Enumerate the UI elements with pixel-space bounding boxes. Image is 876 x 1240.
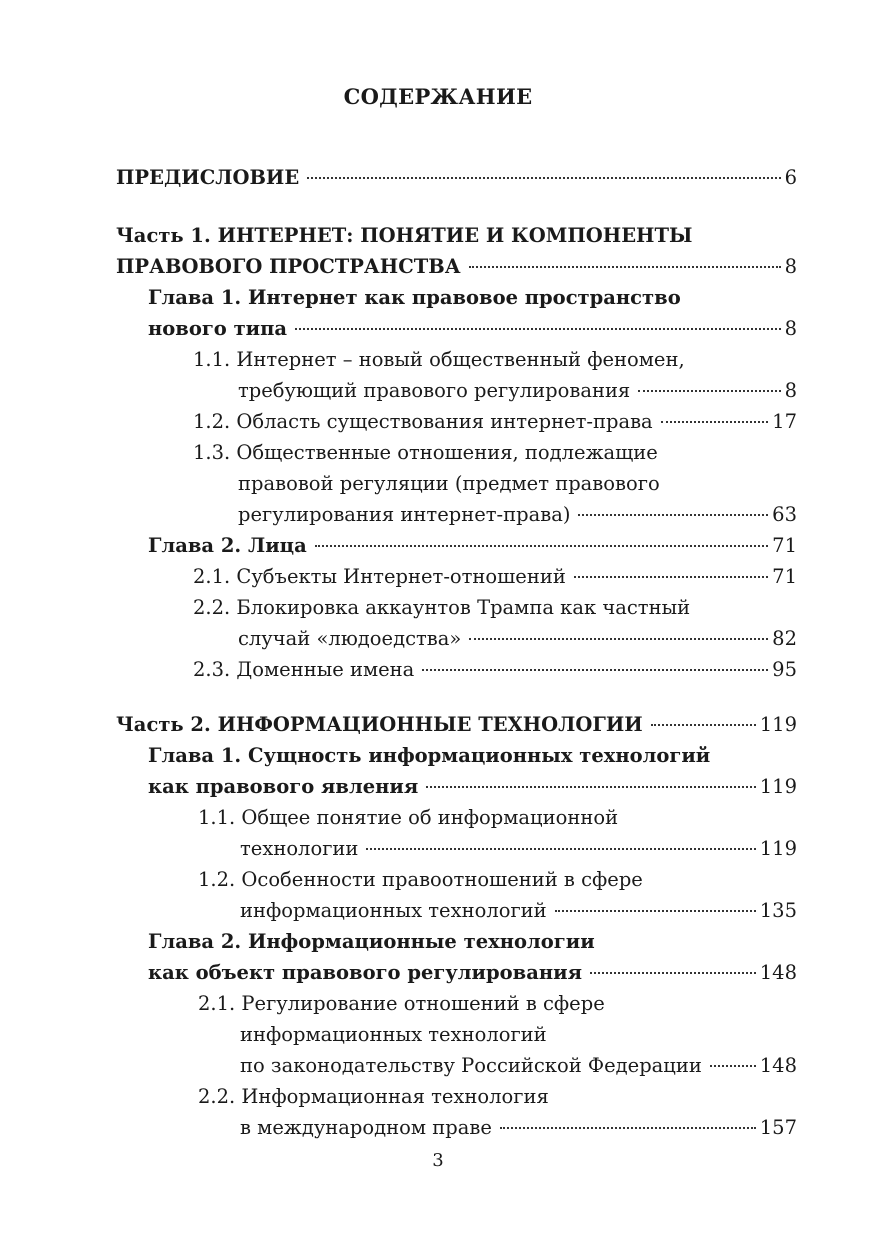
page-title: СОДЕРЖАНИЕ xyxy=(343,84,533,109)
dot-leader xyxy=(590,972,756,974)
toc-entry-label: 2.3. Доменные имена xyxy=(193,658,415,681)
dot-leader xyxy=(295,328,781,330)
toc-entry-label: нового типа xyxy=(148,317,288,340)
toc-entry-label: ПРЕДИСЛОВИЕ xyxy=(116,166,300,189)
dot-leader xyxy=(422,669,768,671)
toc-page-number: 148 xyxy=(759,1054,797,1077)
toc-entry-p1-2-1[interactable] xyxy=(193,561,797,592)
toc-page-number: 71 xyxy=(772,534,797,557)
toc-page-number: 148 xyxy=(759,961,797,984)
dot-leader xyxy=(661,421,768,423)
dot-leader xyxy=(366,848,755,850)
toc-entry-p1-ch2[interactable] xyxy=(148,530,797,561)
toc-chapter-heading[interactable]: Глава 2. Информационные технологии xyxy=(148,930,595,953)
toc-section-heading[interactable]: 1.3. Общественные отношения, подлежащие xyxy=(193,441,658,464)
dot-leader xyxy=(651,724,756,726)
dot-leader xyxy=(574,576,768,578)
toc-entry-p2-ch1[interactable] xyxy=(148,771,797,802)
toc-chapter-heading[interactable]: Глава 1. Интернет как правовое пространство xyxy=(148,286,681,309)
toc-entry-p2-2-1[interactable] xyxy=(240,1050,797,1081)
dot-leader xyxy=(426,786,756,788)
toc-page-number: 63 xyxy=(772,503,797,526)
toc-entry-p1-1-2[interactable] xyxy=(193,406,797,437)
toc-entry-label: как правового явления xyxy=(148,775,419,798)
toc-page-number: 95 xyxy=(772,658,797,681)
toc-entry-label: случай «людоедства» xyxy=(238,627,462,650)
toc-entry-label: как объект правового регулирования xyxy=(148,961,582,984)
toc-page-number: 6 xyxy=(784,166,797,189)
toc-entry-part1[interactable] xyxy=(116,251,797,282)
toc-page-number: 17 xyxy=(772,410,797,433)
dot-leader xyxy=(638,390,780,392)
dot-leader xyxy=(500,1127,756,1129)
dot-leader xyxy=(469,266,781,268)
page-number: 3 xyxy=(432,1150,444,1171)
toc-section-continuation: правовой регуляции (предмет правового xyxy=(238,472,660,495)
toc-page-number: 119 xyxy=(759,775,797,798)
toc-section-heading[interactable]: 2.2. Информационная технология xyxy=(198,1085,549,1108)
toc-page-number: 157 xyxy=(759,1116,797,1139)
toc-page-number: 119 xyxy=(759,837,797,860)
toc-section-heading[interactable]: 1.1. Интернет – новый общественный феномен, xyxy=(193,348,685,371)
toc-entry-label: 2.1. Субъекты Интернет-отношений xyxy=(193,565,566,588)
toc-page-number: 135 xyxy=(759,899,797,922)
toc-page-number: 8 xyxy=(784,255,797,278)
toc-entry-label: информационных технологий xyxy=(240,899,547,922)
toc-section-heading[interactable]: 2.2. Блокировка аккаунтов Трампа как частный xyxy=(193,596,691,619)
toc-entry-label: регулирования интернет-права) xyxy=(238,503,571,526)
toc-entry-p1-2-2[interactable] xyxy=(238,623,797,654)
dot-leader xyxy=(307,177,780,179)
toc-entry-label: по законодательству Российской Федерации xyxy=(240,1054,702,1077)
toc-section-heading[interactable]: 1.2. Особенности правоотношений в сфере xyxy=(198,868,643,891)
dot-leader xyxy=(315,545,768,547)
toc-entry-part2[interactable] xyxy=(116,709,797,740)
toc-entry-p2-1-1[interactable] xyxy=(240,833,797,864)
dot-leader xyxy=(578,514,768,516)
toc-chapter-heading[interactable]: Глава 1. Сущность информационных технологий xyxy=(148,744,711,767)
toc-entry-p1-ch1[interactable] xyxy=(148,313,797,344)
toc-page-number: 82 xyxy=(772,627,797,650)
toc-section-continuation: информационных технологий xyxy=(240,1023,547,1046)
toc-entry-label: ПРАВОВОГО ПРОСТРАНСТВА xyxy=(116,255,461,278)
toc-entry-p1-1-3[interactable] xyxy=(238,499,797,530)
dot-leader xyxy=(555,910,756,912)
toc-section-heading[interactable]: 2.1. Регулирование отношений в сфере xyxy=(198,992,605,1015)
toc-entry-label: 1.2. Область существования интернет-права xyxy=(193,410,653,433)
toc-page-number: 71 xyxy=(772,565,797,588)
dot-leader xyxy=(469,638,768,640)
toc-entry-label: требующий правового регулирования xyxy=(238,379,631,402)
toc-page-number: 119 xyxy=(759,713,797,736)
toc-page-number: 8 xyxy=(784,379,797,402)
toc-entry-label: Глава 2. Лица xyxy=(148,534,307,557)
toc-entry-p2-2-2[interactable] xyxy=(240,1112,797,1143)
toc-entry-preface[interactable] xyxy=(116,162,797,193)
toc-entry-p1-2-3[interactable] xyxy=(193,654,797,685)
toc-page-number: 8 xyxy=(784,317,797,340)
toc-entry-p2-ch2[interactable] xyxy=(148,957,797,988)
toc-entry-label: Часть 2. ИНФОРМАЦИОННЫЕ ТЕХНОЛОГИИ xyxy=(116,713,643,736)
toc-entry-p1-1-1[interactable] xyxy=(238,375,797,406)
toc-section-heading[interactable]: 1.1. Общее понятие об информационной xyxy=(198,806,619,829)
toc-entry-label: в международном праве xyxy=(240,1116,492,1139)
toc-entry-label: технологии xyxy=(240,837,359,860)
toc-part-heading[interactable]: Часть 1. ИНТЕРНЕТ: ПОНЯТИЕ И КОМПОНЕНТЫ xyxy=(116,224,693,247)
toc-entry-p2-1-2[interactable] xyxy=(240,895,797,926)
dot-leader xyxy=(710,1065,756,1067)
